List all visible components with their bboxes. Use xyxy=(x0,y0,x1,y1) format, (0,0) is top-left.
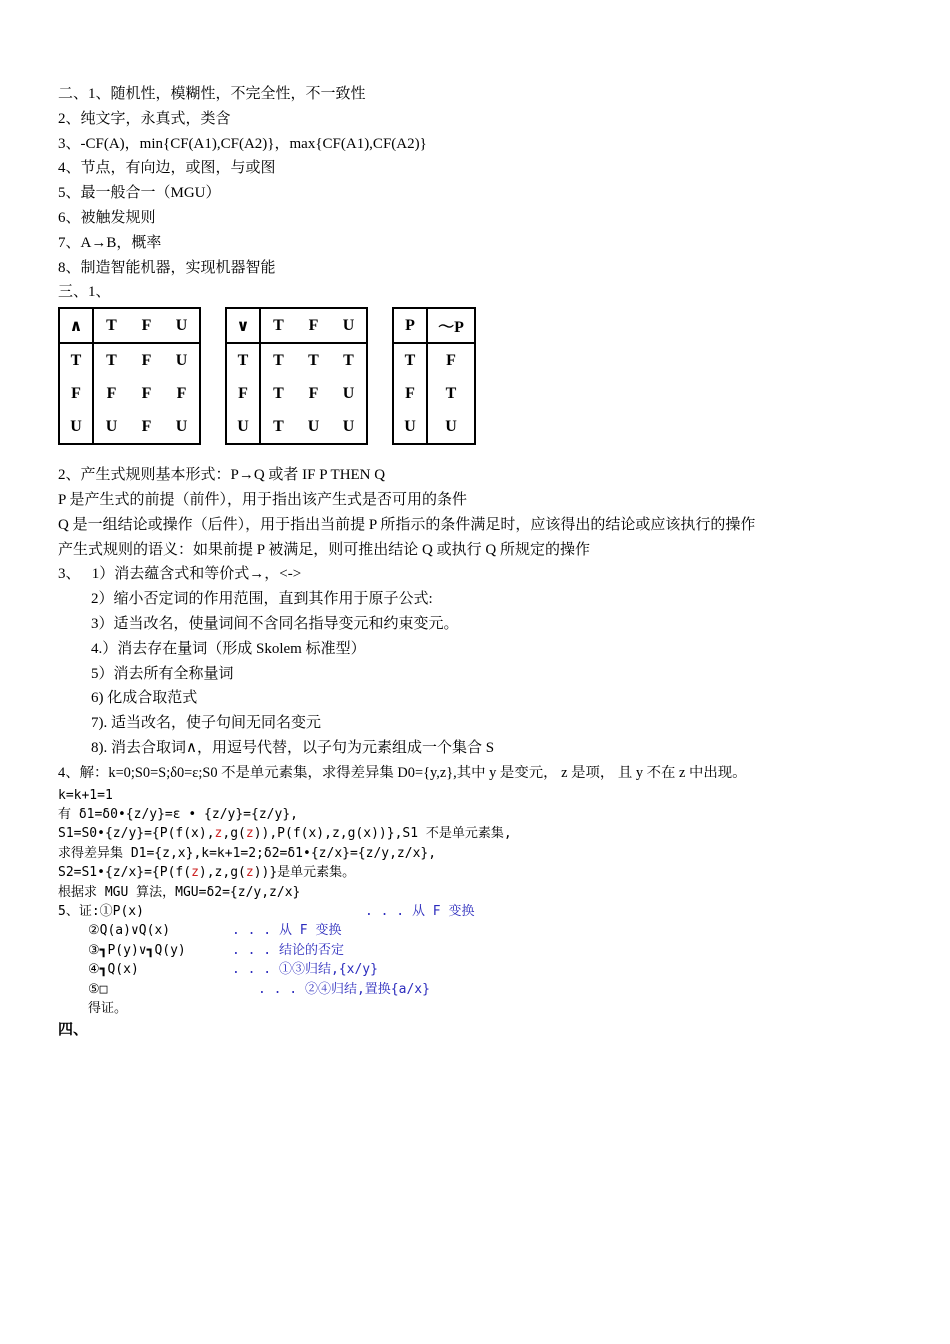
q4-line1: 4、解：k=0;S0=S;δ0=ε;S0 不是单元素集，求得差异集 D0={y,z},其中 y 是变元， z 是项， 且 y 不在 z 中出现。 xyxy=(58,764,747,781)
q2-line4: 产生式规则的语义：如果前提 P 被满足，则可推出结论 Q 或执行 Q 所规定的操作 xyxy=(58,541,590,558)
q3-step3: 3）适当改名，使量词间不含同名指导变元和约束变元。 xyxy=(91,615,459,632)
sec2-line3: 3、-CF(A)，min{CF(A1),CF(A2)}，max{CF(A1),CF(A2)} xyxy=(58,135,427,152)
sec2-line8: 8、制造智能机器，实现机器智能 xyxy=(58,259,276,276)
q5-row2: ②Q(a)∨Q(x) . . . 从 F 变换 xyxy=(88,923,342,939)
q4-line6: S2=S1•{z/x}={P(f(z),z,g(z))}是单元素集。 xyxy=(58,865,356,881)
q3-step5: 5）消去所有全称量词 xyxy=(91,665,234,682)
sec2-line7: 7、A→B，概率 xyxy=(58,234,162,251)
sec4-heading: 四、 xyxy=(58,1022,89,1039)
q5-row1: 5、证:①P(x) . . . 从 F 变换 xyxy=(58,903,475,919)
q4-line2: k=k+1=1 xyxy=(58,787,113,803)
document-body xyxy=(58,82,918,1043)
q5-row3: ③┓P(y)∨┓Q(y) . . . 结论的否定 xyxy=(88,942,344,958)
q3-step2: 2）缩小否定词的作用范围，直到其作用于原子公式: xyxy=(91,591,433,608)
q4-line5: 求得差异集 D1={z,x},k=k+1=2;δ2=δ1•{z/x}={z/y,z/x}, xyxy=(58,845,437,861)
q3-step8: 8). 消去合取词∧，用逗号代替，以子句为元素组成一个集合 S xyxy=(91,739,495,756)
truth-tables xyxy=(58,307,918,449)
q2-line2: P 是产生式的前提（前件），用于指出该产生式是否可用的条件 xyxy=(58,491,468,508)
q5-row4: ④┓Q(x) . . . ①③归结,{x/y} xyxy=(88,962,378,978)
q5-row6: 得证。 xyxy=(88,1001,128,1016)
sec2-line6: 6、被触发规则 xyxy=(58,209,156,226)
sec2-line2: 2、纯文字，永真式，类含 xyxy=(58,110,231,127)
sec2-line5: 5、最一般合一（MGU） xyxy=(58,185,221,202)
not-truth-table: P ～P T F F T U U xyxy=(392,307,476,445)
sec3-heading: 三、1、 xyxy=(58,284,111,301)
sec2-line4: 4、节点，有向边，或图，与或图 xyxy=(58,160,276,177)
q4-line7: 根据求 MGU 算法，MGU=δ2={z/y,z/x} xyxy=(58,884,301,900)
q3-step1: 3、 1）消去蕴含式和等价式→，<-> xyxy=(58,566,302,583)
and-truth-table: ∧ T F U T T F U F F F F U U F U xyxy=(58,307,201,445)
or-truth-table: ∨ T F U T T T T F T F U U T U U xyxy=(225,307,368,445)
q5-row5: ⑤□ . . . ②④归结,置换{a/x} xyxy=(88,981,430,997)
sec2-line1: 二、1、随机性，模糊性，不完全性，不一致性 xyxy=(58,86,366,102)
q2-line1: 2、产生式规则基本形式：P→Q 或者 IF P THEN Q xyxy=(58,467,386,484)
q3-step4: 4.）消去存在量词（形成 Skolem 标准型） xyxy=(91,640,366,657)
q3-step7: 7). 适当改名，使子句间无同名变元 xyxy=(91,715,321,732)
q2-line3: Q 是一组结论或操作（后件），用于指出当前提 P 所指示的条件满足时，应该得出的结论或应该执行的操作 xyxy=(58,516,756,533)
q4-line4: S1=S0•{z/y}={P(f(x),z,g(z)),P(f(x),z,g(x))},S1 不是单元素集, xyxy=(58,826,512,842)
q4-line3: 有 δ1=δ0•{z/y}=ε • {z/y}={z/y}, xyxy=(58,806,298,822)
q3-step6: 6) 化成合取范式 xyxy=(91,690,198,707)
